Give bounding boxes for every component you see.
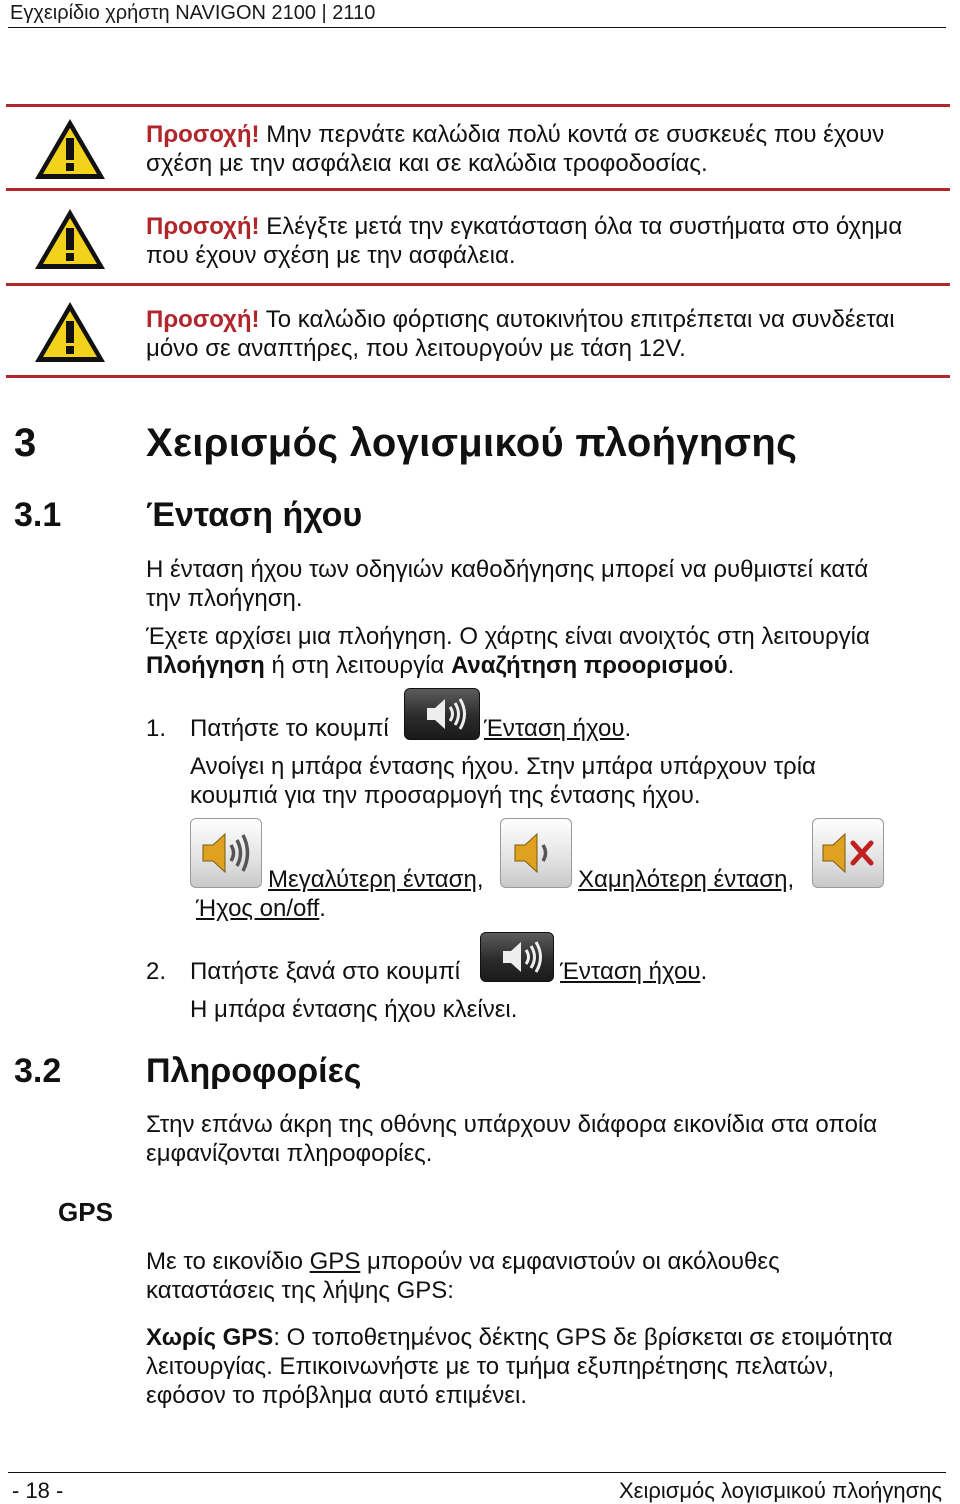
chapter-number: 3 (14, 421, 37, 465)
step-description: Ανοίγει η μπάρα έντασης ήχου. Στην μπάρα υπάρχουν τρία κουμπιά για την προσαρμογή της έντασης ήχου. (190, 753, 816, 809)
section-number: 3.2 (14, 1052, 62, 1090)
paragraph: Με το εικονίδιο GPS μπορούν να εμφανιστούν οι ακόλουθες καταστάσεις της λήψης GPS: (146, 1248, 780, 1304)
volume-button-icon (480, 932, 554, 982)
warning-2 (146, 212, 946, 270)
louder-button-icon (190, 818, 262, 888)
volume-link[interactable]: Ένταση ήχου (560, 958, 701, 985)
side-label-gps: GPS (58, 1197, 113, 1227)
section-title: Πληροφορίες (146, 1052, 362, 1090)
footer-rule (8, 1472, 946, 1473)
section-title: Ένταση ήχου (146, 496, 363, 534)
mute-link[interactable]: Ήχος on/off (196, 895, 320, 922)
paragraph: Στην επάνω άκρη της οθόνης υπάρχουν διάφορα εικονίδια στα οποία εμφανίζονται πληροφορίες. (146, 1111, 878, 1167)
paragraph: Η ένταση ήχου των οδηγιών καθοδήγησης μπορεί να ρυθμιστεί κατά την πλοήγηση. (146, 556, 869, 612)
warning-icon (32, 299, 108, 365)
step-link: Ένταση ήχου. (484, 715, 632, 742)
quieter-link[interactable]: Χαμηλότερη ένταση (578, 866, 788, 893)
warning-label: Προσοχή! (146, 213, 260, 240)
warning-text: σχέση με την ασφάλεια και σε καλώδια τροφοδοσίας. (146, 150, 708, 177)
warning-3 (146, 305, 946, 363)
warning-text: Ελέγξτε μετά την εγκατάσταση όλα τα συστήματα στο όχημα (259, 213, 903, 240)
step-link: Ένταση ήχου. (560, 958, 708, 985)
louder-label: Μεγαλύτερη ένταση, (268, 866, 484, 893)
warning-label: Προσοχή! (146, 121, 260, 148)
quieter-label: Χαμηλότερη ένταση, (578, 866, 795, 893)
header-rule (8, 27, 946, 28)
page-number: - 18 - (12, 1478, 64, 1503)
step-text: Πατήστε το κουμπί (190, 715, 389, 742)
warning-rule (6, 375, 950, 378)
volume-link[interactable]: Ένταση ήχου (484, 715, 625, 742)
section-number: 3.1 (14, 496, 62, 534)
paragraph: Έχετε αρχίσει μια πλοήγηση. Ο χάρτης είναι ανοιχτός στη λειτουργία Πλοήγηση ή στη λειτουργία Αναζήτηση προορισμού. (146, 623, 870, 679)
footer-chapter: Χειρισμός λογισμικού πλοήγησης (619, 1478, 942, 1503)
warning-text: που έχουν σχέση με την ασφάλεια. (146, 242, 516, 269)
gps-link[interactable]: GPS (309, 1248, 361, 1275)
warning-text: μόνο σε αναπτήρες, που λειτουργούν με τάση 12V. (146, 335, 686, 362)
header-title: Εγχειρίδιο χρήστη NAVIGON 2100 | 2110 (10, 2, 376, 24)
warning-icon (32, 116, 108, 182)
chapter-title: Χειρισμός λογισμικού πλοήγησης (146, 421, 798, 465)
status-no-gps: Χωρίς GPS (146, 1324, 274, 1351)
quieter-button-icon (500, 818, 572, 888)
volume-button-icon (404, 688, 480, 740)
mode-destination-search: Αναζήτηση προορισμού (450, 652, 728, 679)
step-number: 2. (146, 958, 167, 985)
warning-rule (6, 283, 950, 286)
step-description: Η μπάρα έντασης ήχου κλείνει. (190, 996, 518, 1023)
warning-text: Μην περνάτε καλώδια πολύ κοντά σε συσκευές που έχουν (259, 121, 885, 148)
warning-rule (6, 188, 950, 191)
warning-1 (146, 120, 946, 178)
warning-label: Προσοχή! (146, 306, 260, 333)
paragraph: Χωρίς GPS: Ο τοποθετημένος δέκτης GPS δε βρίσκεται σε ετοιμότητα λειτουργίας. Επικοινωνήστε με το τμήμα εξυπηρέτησης πελατών, εφόσον το πρόβλημα αυτό επιμένει. (146, 1324, 893, 1409)
warning-text: Το καλώδιο φόρτισης αυτοκινήτου επιτρέπεται να συνδέεται (259, 306, 895, 333)
warning-rule (6, 104, 950, 107)
mute-label: Ήχος on/off. (196, 895, 326, 922)
louder-link[interactable]: Μεγαλύτερη ένταση (268, 866, 477, 893)
step-number: 1. (146, 715, 167, 742)
mode-navigation: Πλοήγηση (146, 652, 265, 679)
warning-icon (32, 206, 108, 272)
mute-button-icon (812, 818, 884, 888)
step-text: Πατήστε ξανά στο κουμπί (190, 958, 461, 985)
